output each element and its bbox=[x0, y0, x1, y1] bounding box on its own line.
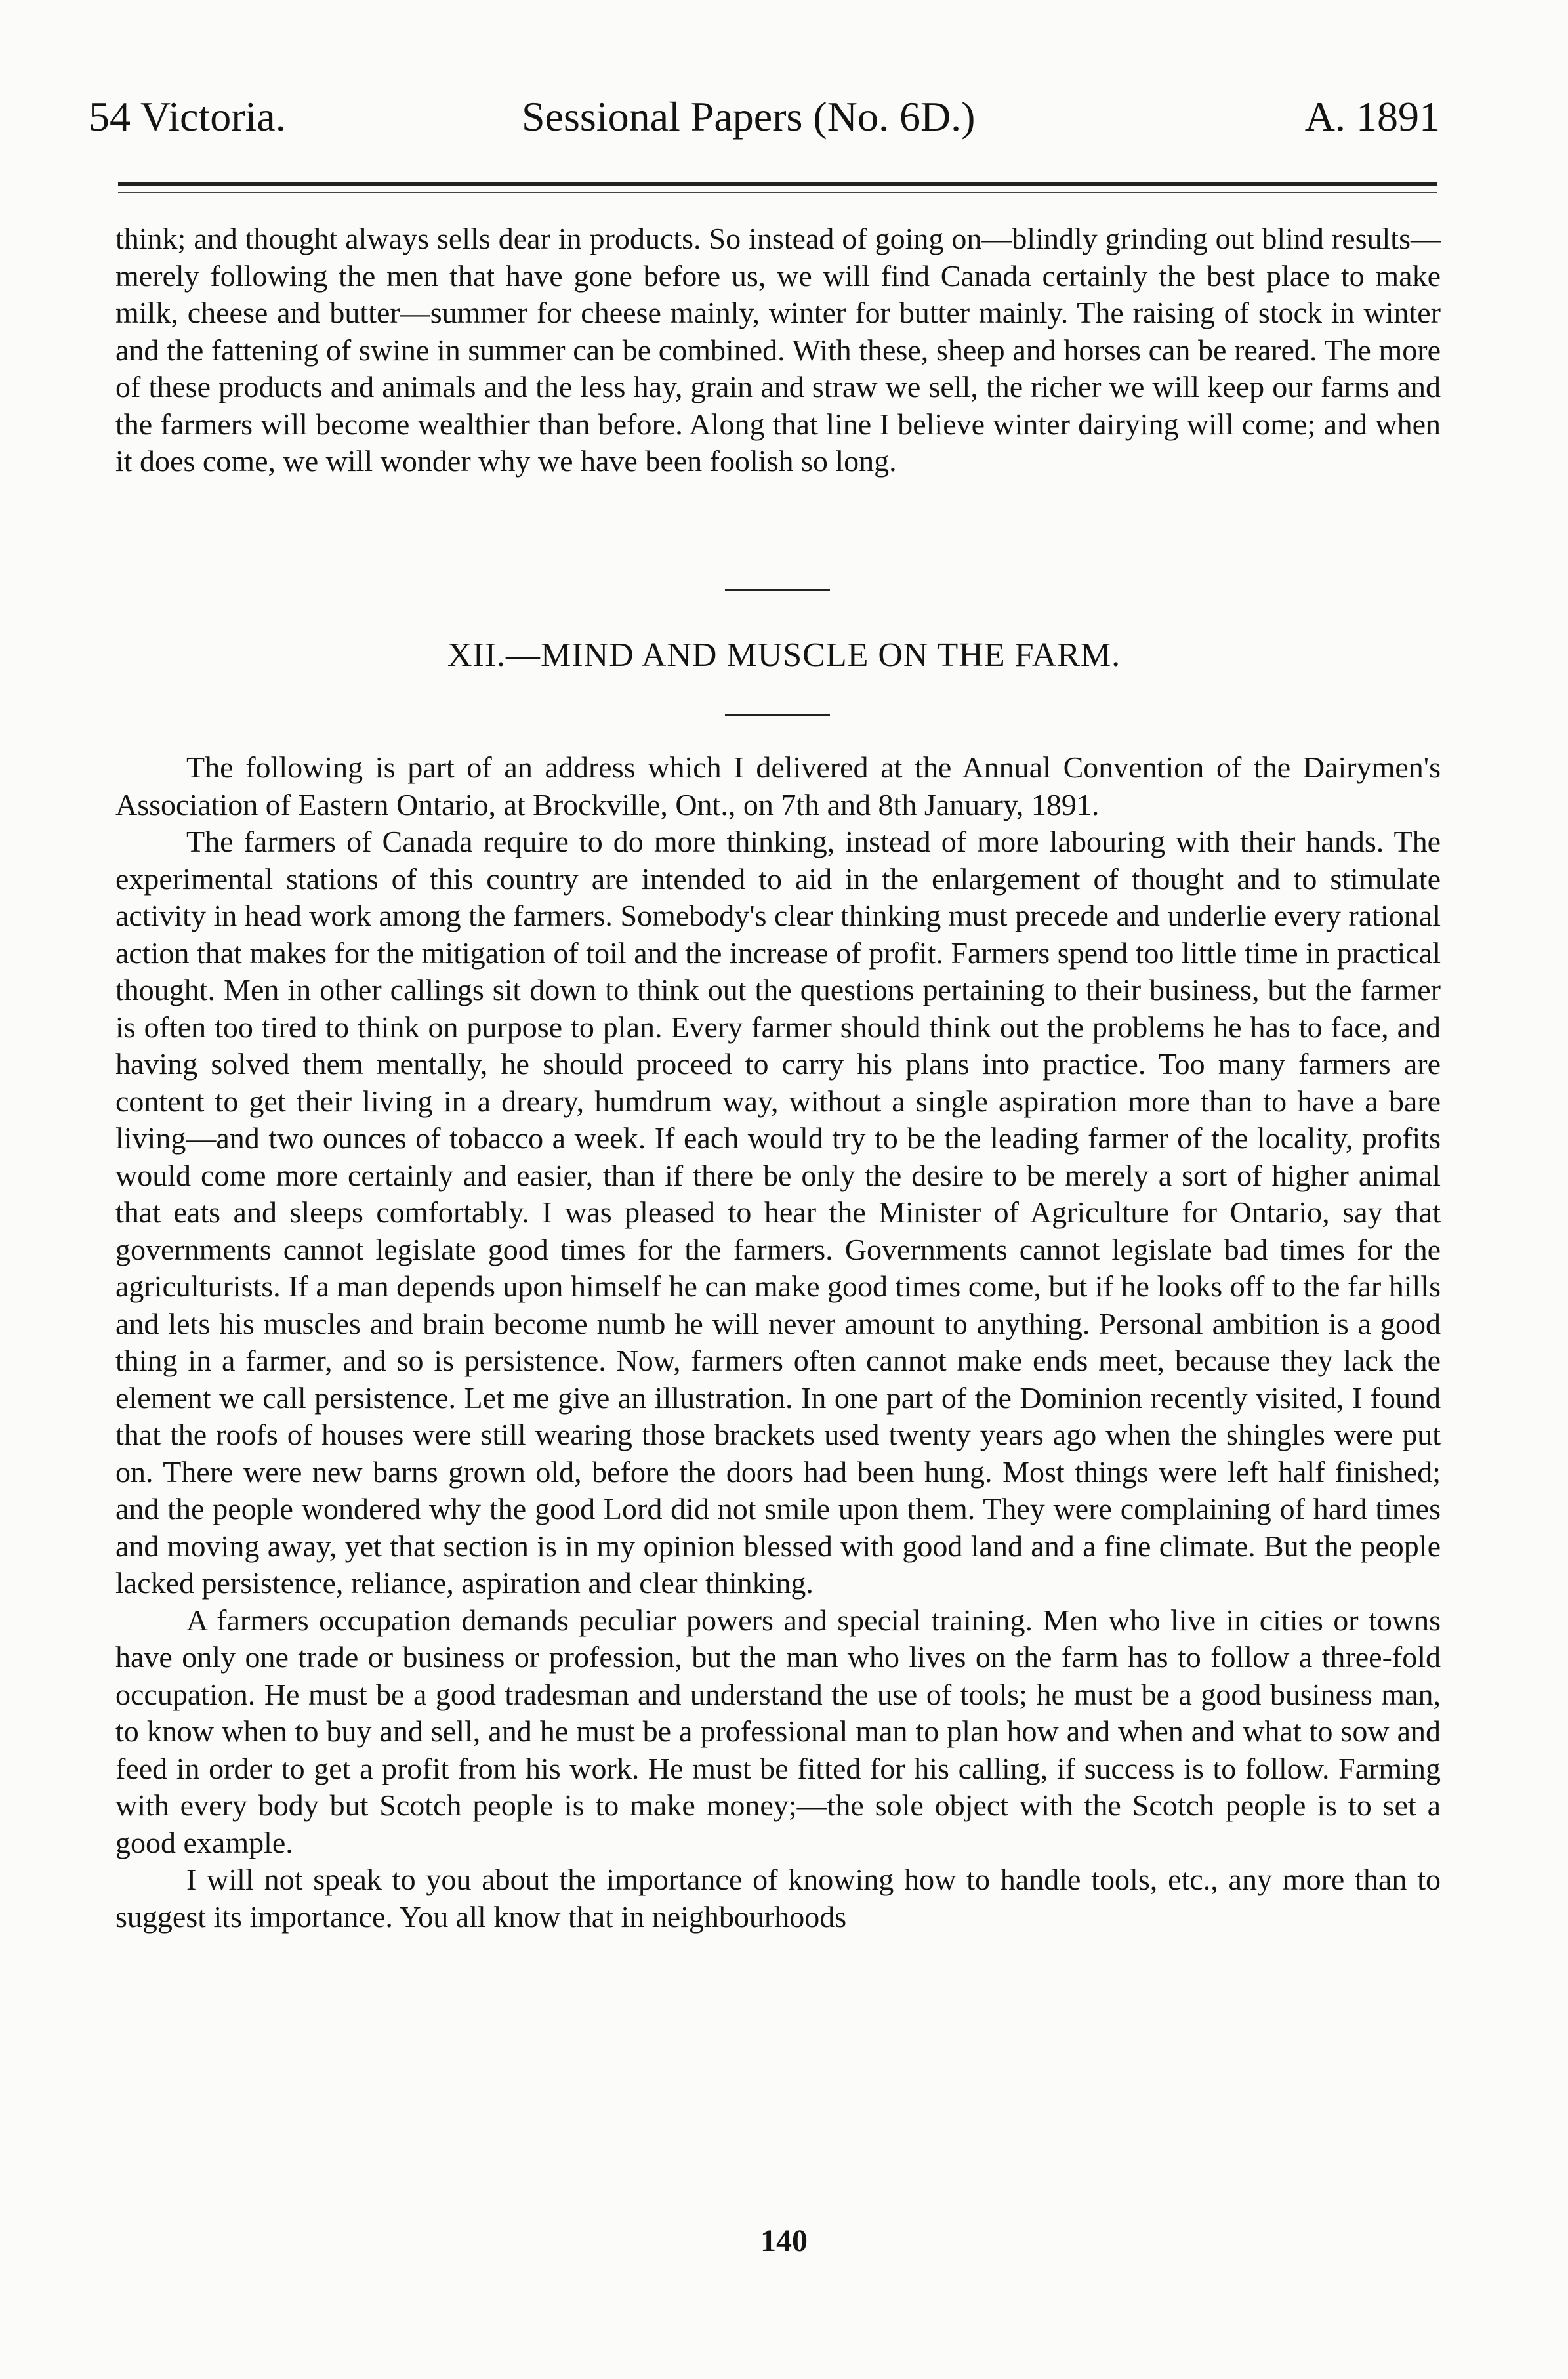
section-divider-top bbox=[725, 589, 830, 591]
running-header bbox=[89, 91, 1440, 143]
section-divider-bottom bbox=[725, 714, 830, 716]
header-year: A. 1891 bbox=[1304, 93, 1440, 140]
section-text-block bbox=[115, 749, 1441, 1935]
intro-text-block bbox=[115, 220, 1441, 480]
header-rule-thin bbox=[118, 192, 1437, 193]
section-heading: XII.—MIND AND MUSCLE ON THE FARM. bbox=[447, 636, 1121, 674]
header-title: Sessional Papers (No. 6D.) bbox=[522, 93, 976, 140]
paragraph: I will not speak to you about the importance of knowing how to handle tools, etc., any more than to suggest its importance. You all know that in neighbourhoods bbox=[115, 1863, 1441, 1934]
page-number: 140 bbox=[760, 2224, 808, 2258]
intro-paragraph: think; and thought always sells dear in products. So instead of going on—blindly grinding out blind results—merely following the men that have gone before us, we will find Canada certainly the best place to make milk, cheese and butter—summer for cheese mainly, winter for butter mainly. The raising of stock in winter and the fattening of swine in summer can be combined. With these, sheep and horses can be reared. The more of these products and animals and the less hay, grain and straw we sell, the richer we will keep our farms and the farmers will become wealthier than before. Along that line I believe winter dairying will come; and when it does come, we will wonder why we have been foolish so long. bbox=[115, 222, 1441, 478]
header-rule-thick bbox=[118, 182, 1437, 186]
paragraph: The farmers of Canada require to do more thinking, instead of more labouring with their hands. The experimental stations of this country are intended to aid in the enlargement of thought and to stimulate activity in head work among the farmers. Somebody's clear thinking must precede and underlie every rational action that makes for the mitigation of toil and the increase of profit. Farmers spend too little time in practical thought. Men in other callings sit down to think out the questions pertaining to their business, but the farmer is often too tired to think on purpose to plan. Every farmer should think out the problems he has to face, and having solved them mentally, he should proceed to carry his plans into practice. Too many farmers are content to get their living in a dreary, humdrum way, without a single aspiration more than to have a bare living—and two ounces of tobacco a week. If each would try to be the leading farmer of the locality, profits would come more certainly and easier, than if there be only the desire to be merely a sort of higher animal that eats and sleeps comfortably. I was pleased to hear the Minister of Agriculture for Ontario, say that governments cannot legislate good times for the farmers. Governments cannot legislate bad times for the agriculturists. If a man depends upon himself he can make good times come, but if he looks off to the far hills and lets his muscles and brain become numb he will never amount to anything. Personal ambition is a good thing in a farmer, and so is persistence. Now, farmers often cannot make ends meet, because they lack the element we call persistence. Let me give an illustration. In one part of the Dominion recently visited, I found that the roofs of houses were still wearing those brackets used twenty years ago when the shingles were put on. There were new barns grown old, before the doors had been hung. Most things were left half finished; and the people wondered why the good Lord did not smile upon them. They were complaining of hard times and moving away, yet that section is in my opinion blessed with good land and a fine climate. But the people lacked persistence, reliance, aspiration and clear thinking. bbox=[115, 825, 1441, 1600]
paragraph: The following is part of an address which I delivered at the Annual Convention of the Dairymen's Association of Eastern Ontario, at Brockville, Ont., on 7th and 8th January, 1891. bbox=[115, 751, 1441, 821]
header-volume: 54 Victoria. bbox=[89, 93, 286, 140]
paragraph: A farmers occupation demands peculiar powers and special training. Men who live in cities or towns have only one trade or business or profession, but the man who lives on the farm has to follow a three-fold occupation. He must be a good tradesman and understand the use of tools; he must be a good business man, to know when to buy and sell, and he must be a professional man to plan how and when and what to sow and feed in order to get a profit from his work. He must be fitted for his calling, if success is to follow. Farming with every body but Scotch people is to make money;—the sole object with the Scotch people is to set a good example. bbox=[115, 1603, 1441, 1859]
